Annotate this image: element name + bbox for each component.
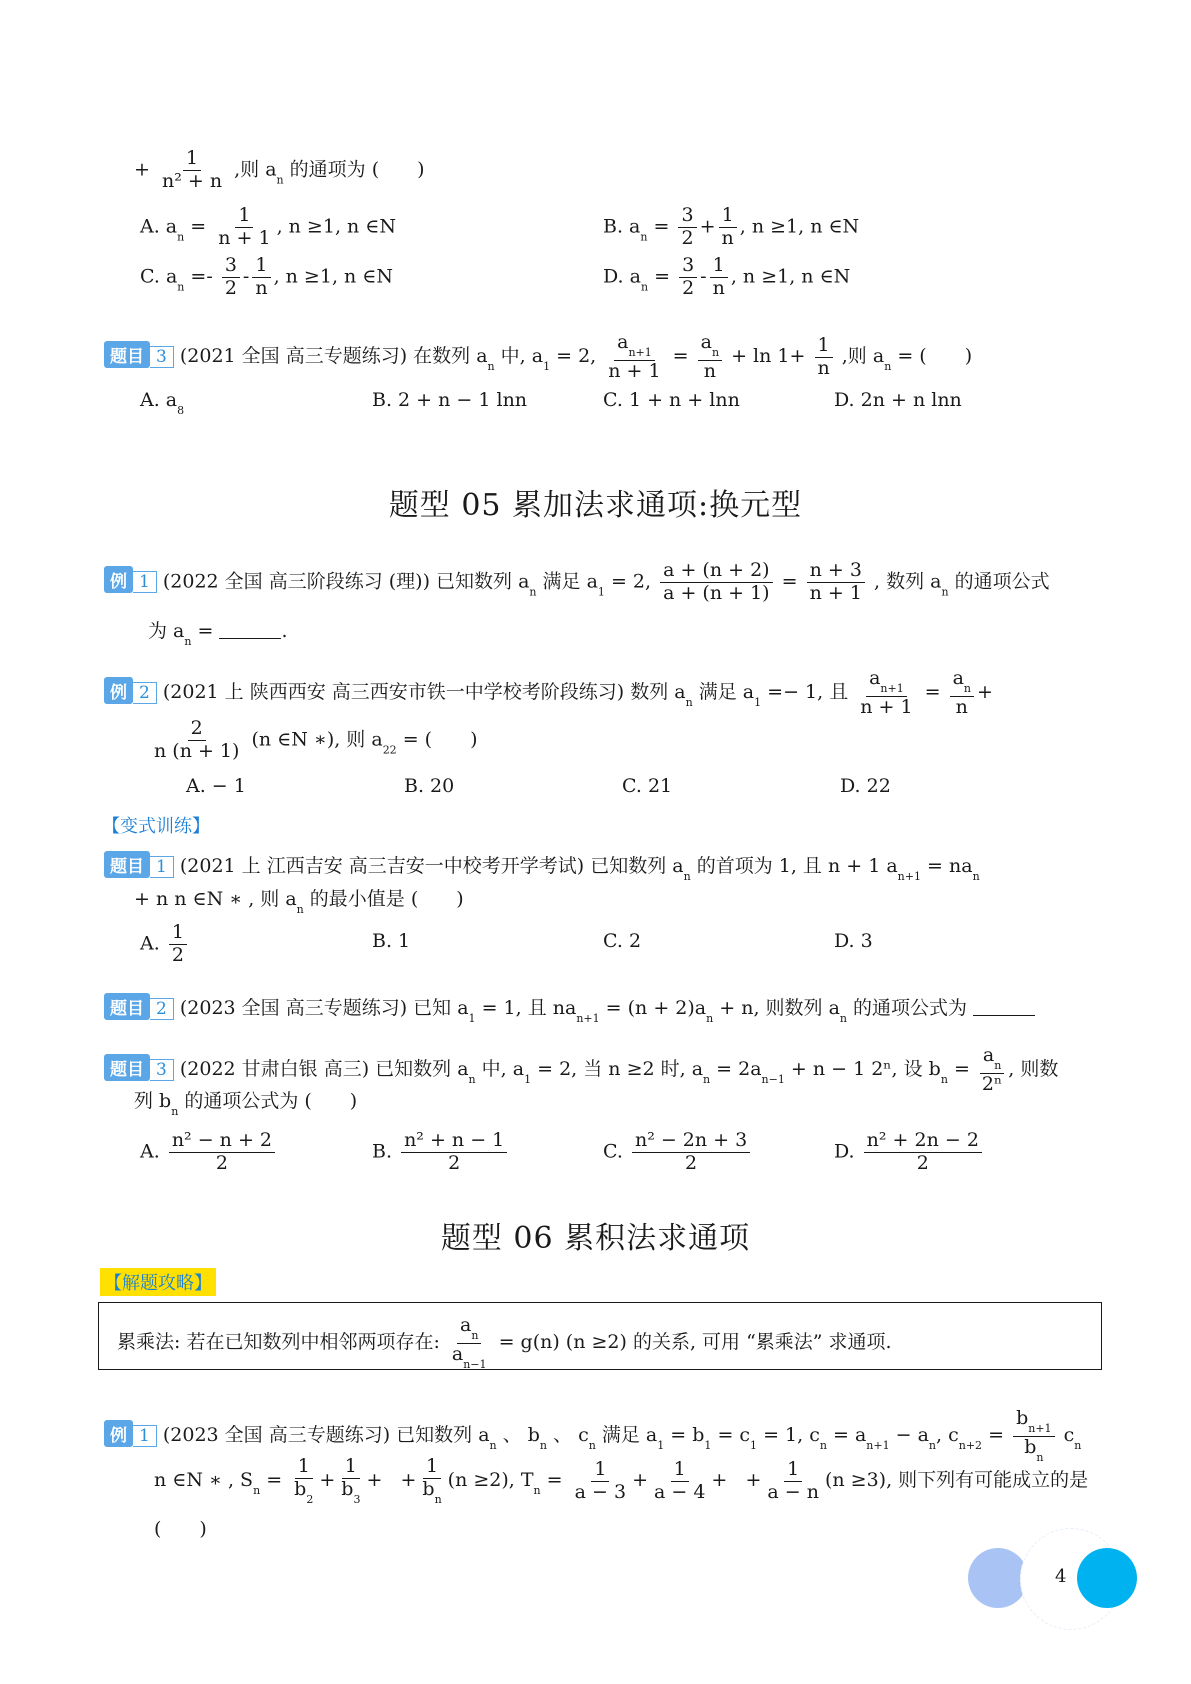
fraction [151, 718, 242, 763]
question-number: 3 [150, 1059, 174, 1081]
fraction-numerator: 3 [679, 255, 697, 278]
strategy-text [117, 1315, 892, 1371]
question-text: 的最小值是 ( ) [303, 888, 464, 910]
fraction-denominator: 2 [916, 1151, 929, 1174]
option-b: B. 2 + n − 1 lnn [372, 389, 528, 411]
question-text: + ln 1+ [731, 345, 806, 368]
question-text: = (n + 2)a [599, 997, 707, 1019]
page-number: 4 [1055, 1566, 1067, 1587]
fraction-numerator: n² − n + 2 [169, 1130, 275, 1153]
fraction [651, 1459, 708, 1504]
plus-sign: + [977, 681, 993, 704]
question-text: ,则 a [234, 158, 277, 181]
question-text: (n ≥2), T [447, 1469, 534, 1492]
question-number: 3 [150, 346, 174, 368]
question-tag: 题目 [104, 993, 150, 1020]
fraction-denominator: n + 1 [809, 581, 862, 604]
strategy-text-post: = g(n) (n ≥2) 的关系, 可用 “累乘法” 求通项. [498, 1331, 892, 1354]
question-number: 2 [150, 998, 174, 1020]
fraction [338, 1456, 363, 1506]
operator: - [700, 265, 707, 288]
fraction [814, 335, 832, 380]
option-a: A. $a_8$ [140, 389, 185, 417]
example-number: 1 [133, 571, 157, 593]
operator: + [699, 215, 716, 238]
option-label: A. [140, 932, 160, 955]
fraction [419, 1456, 444, 1506]
fraction-numerator: 3 [678, 205, 696, 228]
option-c: C. 2 [603, 930, 642, 952]
fraction-denominator: a + (n + 1) [663, 581, 770, 604]
fraction [291, 1456, 316, 1506]
fraction-denominator: $a_{n-1}$ [451, 1342, 487, 1371]
fraction-denominator: $b_3$ [341, 1477, 361, 1506]
fraction [679, 255, 697, 300]
question-text: = ( ) [891, 345, 973, 368]
question-text: = 2, [550, 345, 597, 368]
fraction-numerator: 1 [710, 255, 728, 278]
option-a [140, 922, 190, 967]
strategy-heading: 【解题攻略】 [100, 1268, 216, 1296]
option-label: D. [834, 1140, 855, 1163]
question-text: , c [936, 1424, 959, 1447]
question-tag: 题目 [104, 341, 150, 368]
option-c: C. 1 + n + lnn [603, 389, 740, 411]
equals: = [775, 570, 798, 593]
answer-blank[interactable] [973, 999, 1035, 1016]
question-text: (2021 上 陕西西安 高三西安市铁一中学校考阶段练习) 数列 a [162, 681, 686, 704]
question-text: = 2a [710, 1058, 762, 1081]
question-text: 、 c [546, 1424, 589, 1447]
fraction-numerator: 1 [719, 205, 737, 228]
fraction-denominator: 2 [171, 943, 184, 966]
fraction-denominator: n + 1 [860, 695, 913, 718]
question-text: 的通项为 ( ) [289, 158, 425, 181]
fraction [710, 255, 728, 300]
fraction [979, 1045, 1005, 1095]
option-text: A. a [140, 389, 178, 411]
question-text: 满足 a [692, 681, 755, 704]
fraction-numerator: n² − 2n + 3 [632, 1130, 750, 1153]
fraction-numerator: $a_{n+1}$ [866, 668, 907, 697]
fraction-denominator: 2 [685, 1151, 698, 1174]
question-text: = na [920, 855, 973, 877]
fraction [401, 1130, 507, 1175]
fraction-numerator: n + 3 [807, 560, 865, 583]
fraction-denominator: 2ⁿ [981, 1072, 1003, 1095]
fraction-denominator: n [703, 359, 716, 382]
option-text: , n ≥1, n ∈N [276, 215, 396, 238]
variant-question-1: 题目 1 (2021 上 江西吉安 高三吉安一中校考开学考试) 已知数列 $a_n$ 的首项为 1, 且 n + 1 $a_{n+1} = na_n$ [104, 851, 980, 883]
question-text: = 2, 当 n ≥2 时, a [531, 1058, 704, 1081]
fraction [222, 255, 240, 300]
question-text: , 数列 a [873, 570, 942, 593]
question-text: (n ∈N ∗), 则 a [251, 728, 383, 751]
fraction-denominator: n [721, 226, 734, 249]
fraction-denominator: 2 [224, 276, 237, 299]
example-tag: 例 [104, 677, 133, 704]
question-text: (n ≥3), 则下列有可能成立的是 [824, 1469, 1089, 1492]
option-label: B. [372, 1140, 393, 1163]
question-text: ,则 a [841, 345, 885, 368]
fraction-numerator: 1 [169, 922, 187, 945]
question-text: = c [711, 1424, 751, 1447]
section-title: 题型 05 累加法求通项:换元型 [388, 488, 803, 523]
question-tag: 题目 [104, 1054, 150, 1081]
option-label: B. a [603, 215, 641, 238]
example-number: 2 [133, 682, 157, 704]
page-decoration-circle [968, 1548, 1028, 1608]
example-3: 例 1 (2023 全国 高三专题练习) 已知数列 $a_n$ 、 $b_n$ 、 $c_n$ 满足 $a_1 = b_1 = c_1 = 1$, $c_n = a_{n+1} - a_n$, $c_{n+2}$ = $\frac{b_{n+1}}{b_n}$ $c_n$ [104, 1408, 1081, 1464]
variant-question-3: 题目 3 (2022 甘肃白银 高三) 已知数列 $a_n$ 中, $a_1 = 2$, 当 n ≥2 时, $a_n = 2a_{n-1} + n - 1$ 2ⁿ, 设 $b_n$ = $\frac{a_n}{\text{2ⁿ}}$ , 则数 [104, 1045, 1058, 1095]
fraction-numerator: 1 [295, 1456, 313, 1479]
fraction [215, 205, 273, 250]
example-number: 1 [133, 1425, 157, 1447]
question-text: 的通项公式 [948, 570, 1050, 593]
fraction-numerator: n² + n − 1 [401, 1130, 507, 1153]
fraction-denominator: n [712, 276, 725, 299]
question-text: (2023 全国 高三专题练习) 已知数列 a [162, 1424, 490, 1447]
fraction-denominator: n [955, 695, 968, 718]
fraction [169, 1130, 275, 1175]
question-text: 列 b [134, 1090, 172, 1112]
fraction-numerator: $a_n$ [950, 668, 974, 697]
fraction [159, 148, 225, 193]
question-text: 、 b [496, 1424, 540, 1447]
question-text: 的通项公式为 ( ) [178, 1090, 358, 1112]
example-3-line2: n ∈N ∗ , $S_n$ = $\frac{1}{b_2}$ + $\frac{1}{b_3}$ + + $\frac{1}{b_n}$ (n ≥2), $T_n$ = $\frac{1}{a - 3}$ + $\frac{1}{a - 4}$ + + $\frac{1}{a - n}$ (n ≥3), 则下列有可能成立的是 [154, 1455, 1089, 1506]
option-label: C. [603, 1140, 623, 1163]
fraction-denominator: 2 [682, 276, 695, 299]
fraction-denominator: 2 [681, 226, 694, 249]
question-text: = [540, 1469, 563, 1492]
fraction [252, 255, 270, 300]
fraction-denominator: 2 [215, 1151, 228, 1174]
option-text: , n ≥1, n ∈N [730, 265, 851, 288]
fraction [605, 332, 663, 382]
strategy-text-pre: 累乘法: 若在已知数列中相邻两项存在: [117, 1331, 440, 1354]
option-a: A. $a_n$ = $\frac{1}{n + 1}$ , n ≥1, n ∈N [140, 204, 396, 249]
question-text: = b [664, 1424, 705, 1447]
equals: = [184, 215, 207, 238]
question-text: 满足 a [595, 1424, 658, 1447]
fraction [169, 922, 187, 967]
fraction [660, 560, 772, 605]
example-2: 例 2 (2021 上 陕西西安 高三西安市铁一中学校考阶段练习) 数列 $a_n$ 满足 $a_1 =- 1$, 且 $\frac{a_{n+1}}{n + 1}$ = $\frac{a_n}{n}$ + [104, 668, 993, 718]
fraction-denominator: a − 4 [654, 1480, 706, 1503]
question-text: 为 a [148, 620, 185, 642]
fraction-denominator: a − n [767, 1480, 819, 1503]
fraction-numerator: 1 [235, 205, 253, 228]
fraction-numerator: a + (n + 2) [660, 560, 772, 583]
question-text: + n − 1 2ⁿ, 设 b [784, 1058, 941, 1081]
option-d: D. $a_n$ = $\frac{3}{2}$ - $\frac{1}{n}$ , n ≥1, n ∈N [603, 254, 851, 299]
equals: = [648, 265, 671, 288]
fraction-denominator: a − 3 [574, 1480, 627, 1503]
fraction-numerator: $a_n$ [980, 1045, 1004, 1074]
equals: =- [184, 265, 213, 288]
fraction-denominator: n (n + 1) [154, 739, 240, 762]
fraction-denominator: n [255, 276, 268, 299]
option-label: C. a [140, 265, 178, 288]
question-text: 的通项公式为 [847, 997, 974, 1019]
question-text: − a [889, 1424, 929, 1447]
fraction-denominator: $b_n$ [1024, 1435, 1044, 1464]
fraction-numerator: 3 [222, 255, 240, 278]
page-decoration-circle [1077, 1548, 1137, 1608]
fraction-numerator: 1 [671, 1459, 689, 1482]
question-text: = [260, 1469, 283, 1492]
fraction-denominator: $b_n$ [422, 1477, 442, 1506]
question-text: (2023 全国 高三专题练习) 已知 a [179, 997, 469, 1019]
fraction-numerator: $a_n$ [457, 1315, 481, 1344]
option-c: C. $a_n$ =- $\frac{3}{2}$ - $\frac{1}{n}$ , n ≥1, n ∈N [140, 254, 393, 299]
option-d: D. 2n + n lnn [834, 389, 962, 411]
option-b: B. $a_n$ = $\frac{3}{2}$ + $\frac{1}{n}$ , n ≥1, n ∈N [603, 204, 860, 249]
question-text: = 1, c [757, 1424, 820, 1447]
question-text: , 则数 [1008, 1058, 1059, 1081]
question-text: (2021 全国 高三专题练习) 在数列 a [179, 345, 488, 368]
fraction-numerator: 1 [815, 335, 833, 358]
equals: = [647, 215, 670, 238]
fraction [857, 668, 915, 718]
fraction-numerator: 1 [342, 1456, 360, 1479]
fraction [632, 1130, 750, 1175]
fraction-numerator: 1 [591, 1459, 609, 1482]
fraction-numerator: 1 [423, 1456, 441, 1479]
option-b: B. 20 [404, 775, 455, 797]
fraction-numerator: 1 [252, 255, 270, 278]
question-text: = ( ) [396, 728, 478, 751]
question-text: c [1057, 1424, 1075, 1447]
example-1-line2: 为 $a_n$ = . [148, 620, 288, 648]
fraction-numerator: 2 [188, 718, 206, 741]
fraction-denominator: n + 1 [218, 226, 271, 249]
fraction [449, 1315, 490, 1371]
fraction-denominator: 2 [448, 1151, 461, 1174]
fraction-denominator: n² + n [161, 169, 223, 192]
option-d: D. 3 [834, 930, 873, 952]
option-c: C. 21 [622, 775, 673, 797]
fraction [698, 332, 722, 382]
option-d: D. 22 [840, 775, 891, 797]
equals: = [918, 681, 941, 704]
fraction [678, 205, 696, 250]
fraction-denominator: n + 1 [608, 359, 661, 382]
option-d [834, 1130, 985, 1175]
variant-question-3-line2: 列 $b_n$ 的通项公式为 ( ) [134, 1090, 358, 1118]
example-2-line2: $\frac{2}{n (n + 1)}$ (n ∈N ∗), 则 $a_{22}$ = ( ) [148, 718, 478, 763]
example-1: 例 1 (2022 全国 高三阶段练习 (理)) 已知数列 $a_n$ 满足 $a_1 = 2$, $\frac{a + (n + 2)}{a + (n + 1)}$ = $\frac{n + 3}{n + 1}$ , 数列 $a_n$ 的通项公式 [104, 560, 1050, 605]
question-text: = [982, 1424, 1005, 1447]
variant-heading: 【变式训练】 [102, 816, 210, 837]
top-question-line [134, 148, 425, 193]
example-tag: 例 [104, 566, 133, 593]
fraction [764, 1459, 822, 1504]
question-text: (2022 甘肃白银 高三) 已知数列 a [179, 1058, 469, 1081]
option-label: A. a [140, 215, 178, 238]
question-text: n ∈N ∗ , S [154, 1469, 254, 1492]
question-text: = a [826, 1424, 867, 1447]
option-text: , n ≥1, n ∈N [273, 265, 393, 288]
fraction-numerator: $a_n$ [698, 332, 722, 361]
example-3-line3: ( ) [154, 1518, 207, 1540]
fraction [950, 668, 974, 718]
fraction-numerator: 1 [183, 148, 201, 171]
question-text: = [947, 1058, 970, 1081]
option-b: B. 1 [372, 930, 411, 952]
fraction-numerator: $a_{n+1}$ [614, 332, 655, 361]
question-text: (2021 上 江西吉安 高三吉安一中校考开学考试) 已知数列 a [179, 855, 684, 877]
question-3a: 题目 3 (2021 全国 高三专题练习) 在数列 $a_n$ 中, $a_1 = 2$, $\frac{a_{n+1}}{n + 1}$ = $\frac{a_n}{n}$ + ln 1+ $\frac{1}{n}$ ,则 $a_n$ = ( ) [104, 332, 972, 382]
question-text: = [191, 620, 220, 642]
subscript: n [276, 173, 284, 187]
question-text: = 2, [604, 570, 652, 593]
fraction [719, 205, 737, 250]
fraction-numerator: 1 [784, 1459, 802, 1482]
question-text: 的首项为 1, 且 n + 1 a [690, 855, 898, 877]
fraction [807, 560, 865, 605]
option-b [372, 1130, 510, 1175]
question-text: 中, a [475, 1058, 525, 1081]
option-a: A. − 1 [186, 775, 246, 797]
question-text: 中, a [494, 345, 544, 368]
option-label: A. [140, 1140, 160, 1163]
fraction-numerator: $b_{n+1}$ [1013, 1408, 1054, 1437]
fraction [572, 1459, 629, 1504]
variant-question-2: 题目 2 (2023 全国 高三专题练习) 已知 $a_1 = 1$, 且 $na_{n+1} = (n + 2)a_n + n$, 则数列 $a_n$ 的通项公式为 [104, 993, 1035, 1025]
question-text: (2022 全国 高三阶段练习 (理)) 已知数列 a [162, 570, 530, 593]
fraction [864, 1130, 982, 1175]
plus-sign: + [134, 158, 150, 181]
option-label: D. a [603, 265, 641, 288]
strategy-box [98, 1302, 1102, 1370]
answer-blank[interactable] [219, 622, 281, 639]
equals: = [666, 345, 689, 368]
question-number: 1 [150, 856, 174, 878]
section-title: 题型 06 累积法求通项 [440, 1221, 751, 1256]
option-c [603, 1130, 753, 1175]
option-text: , n ≥1, n ∈N [739, 215, 860, 238]
fraction-denominator: $b_2$ [294, 1477, 314, 1506]
question-text: 满足 a [536, 570, 598, 593]
variant-question-1-line2: + n n ∈N ∗ , 则 $a_n$ 的最小值是 ( ) [134, 888, 464, 916]
operator: - [242, 265, 250, 288]
question-tag: 题目 [104, 851, 150, 878]
question-text: =− 1, 且 [761, 681, 849, 704]
fraction-denominator: n [817, 356, 830, 379]
question-text: + n n ∈N ∗ , 则 a [134, 888, 297, 910]
example-tag: 例 [104, 1420, 133, 1447]
question-text: = 1, 且 na [475, 997, 577, 1019]
question-text: + n, 则数列 a [713, 997, 840, 1019]
option-a [140, 1130, 278, 1175]
fraction-numerator: n² + 2n − 2 [864, 1130, 982, 1153]
